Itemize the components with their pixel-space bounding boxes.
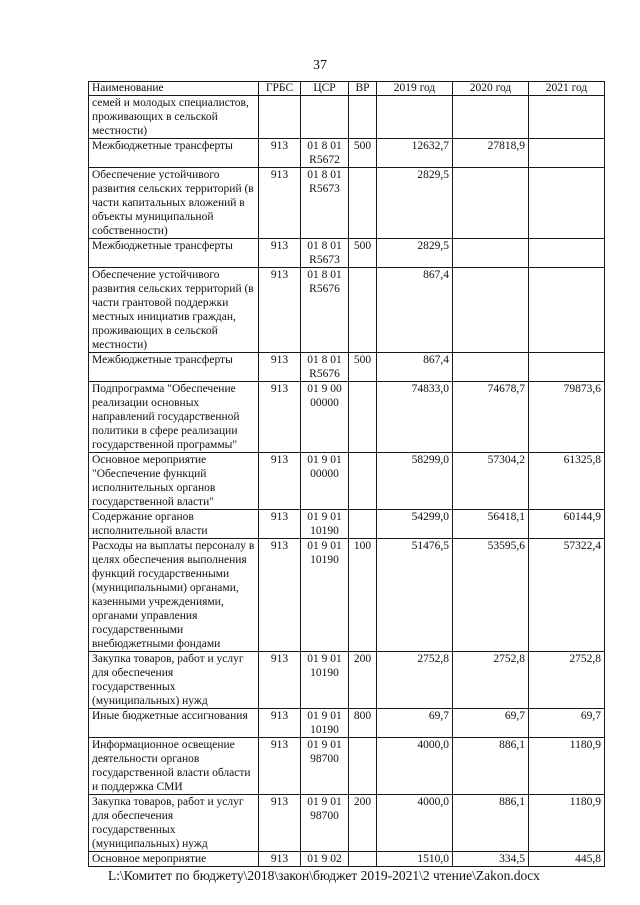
cell-y2020: 2752,8 [453,652,529,709]
cell-y2020 [453,268,529,353]
cell-y2019: 867,4 [377,353,453,382]
cell-y2021 [529,268,605,353]
header-2020: 2020 год [453,82,529,96]
cell-vr [349,268,377,353]
cell-y2020: 74678,7 [453,382,529,453]
cell-y2021 [529,168,605,239]
cell-grbs: 913 [259,353,301,382]
cell-name: Межбюджетные трансферты [89,239,259,268]
cell-y2021: 2752,8 [529,652,605,709]
cell-y2021 [529,239,605,268]
cell-csr: 01 9 01 10190 [301,709,349,738]
header-vr: ВР [349,82,377,96]
table-row [89,96,605,139]
cell-y2019: 69,7 [377,709,453,738]
cell-y2020: 53595,6 [453,539,529,652]
cell-name: Межбюджетные трансферты [89,353,259,382]
cell-y2020 [453,96,529,139]
table-row [89,382,605,453]
cell-grbs: 913 [259,852,301,867]
cell-grbs: 913 [259,382,301,453]
cell-grbs: 913 [259,268,301,353]
cell-name: Содержание органов исполнительной власти [89,510,259,539]
cell-y2021: 79873,6 [529,382,605,453]
table-row [89,652,605,709]
footer-file-path: L:\Комитет по бюджету\2018\закон\бюджет 2019-2021\2 чтение\Zakon.docx [108,868,540,883]
table-row [89,453,605,510]
cell-y2019: 867,4 [377,268,453,353]
cell-vr: 500 [349,139,377,168]
cell-y2020: 69,7 [453,709,529,738]
cell-y2021 [529,353,605,382]
cell-y2019: 74833,0 [377,382,453,453]
cell-y2019: 2829,5 [377,239,453,268]
cell-vr [349,453,377,510]
table-row [89,709,605,738]
cell-y2019: 4000,0 [377,738,453,795]
cell-name: Закупка товаров, работ и услуг для обеспечения государственных (муниципальных) нужд [89,795,259,852]
cell-y2020: 886,1 [453,795,529,852]
cell-vr [349,510,377,539]
cell-vr: 500 [349,353,377,382]
cell-vr: 500 [349,239,377,268]
cell-csr: 01 8 01 R5676 [301,268,349,353]
cell-vr: 100 [349,539,377,652]
header-2019: 2019 год [377,82,453,96]
table-row [89,353,605,382]
cell-y2019: 1510,0 [377,852,453,867]
cell-y2020: 56418,1 [453,510,529,539]
cell-y2021: 69,7 [529,709,605,738]
cell-csr: 01 9 01 98700 [301,795,349,852]
cell-grbs: 913 [259,239,301,268]
header-2021: 2021 год [529,82,605,96]
cell-name: Основное мероприятие [89,852,259,867]
cell-y2021: 445,8 [529,852,605,867]
cell-csr: 01 9 00 00000 [301,382,349,453]
cell-name: Межбюджетные трансферты [89,139,259,168]
cell-name: Иные бюджетные ассигнования [89,709,259,738]
cell-csr: 01 9 01 10190 [301,539,349,652]
table-body [89,96,605,867]
table-header-row [89,82,605,96]
cell-vr: 800 [349,709,377,738]
cell-grbs: 913 [259,539,301,652]
cell-name: Закупка товаров, работ и услуг для обеспечения государственных (муниципальных) нужд [89,652,259,709]
cell-y2020: 334,5 [453,852,529,867]
cell-vr [349,738,377,795]
table-row [89,168,605,239]
cell-vr: 200 [349,652,377,709]
table-row [89,795,605,852]
table-row [89,268,605,353]
header-csr: ЦСР [301,82,349,96]
cell-grbs: 913 [259,709,301,738]
cell-y2019: 2829,5 [377,168,453,239]
cell-grbs: 913 [259,738,301,795]
cell-grbs: 913 [259,453,301,510]
cell-y2020: 886,1 [453,738,529,795]
cell-y2020: 57304,2 [453,453,529,510]
cell-y2020 [453,239,529,268]
table-row [89,139,605,168]
cell-vr [349,96,377,139]
cell-y2019: 12632,7 [377,139,453,168]
table-row [89,738,605,795]
cell-y2021: 57322,4 [529,539,605,652]
cell-vr [349,382,377,453]
cell-csr: 01 8 01 R5673 [301,168,349,239]
cell-grbs: 913 [259,168,301,239]
cell-grbs: 913 [259,139,301,168]
cell-y2021: 60144,9 [529,510,605,539]
page-number: 37 [313,58,327,73]
cell-y2019: 2752,8 [377,652,453,709]
cell-csr: 01 8 01 R5673 [301,239,349,268]
table-row [89,539,605,652]
cell-csr: 01 8 01 R5676 [301,353,349,382]
cell-grbs: 913 [259,510,301,539]
cell-name: Основное мероприятие "Обеспечение функций исполнительных органов государственной власти" [89,453,259,510]
cell-y2021: 61325,8 [529,453,605,510]
cell-y2019 [377,96,453,139]
cell-y2020 [453,168,529,239]
cell-name: Обеспечение устойчивого развития сельских территорий (в части грантовой поддержки местных инициатив граждан, проживающих в сельской местности) [89,268,259,353]
cell-y2020: 27818,9 [453,139,529,168]
cell-grbs: 913 [259,652,301,709]
cell-csr: 01 9 01 00000 [301,453,349,510]
cell-csr: 01 8 01 R5672 [301,139,349,168]
cell-vr [349,168,377,239]
header-grbs: ГРБС [259,82,301,96]
header-name: Наименование [89,82,259,96]
cell-csr: 01 9 01 10190 [301,652,349,709]
budget-table [88,81,605,867]
table-row [89,239,605,268]
cell-csr: 01 9 02 [301,852,349,867]
cell-grbs: 913 [259,795,301,852]
cell-y2019: 4000,0 [377,795,453,852]
cell-csr: 01 9 01 10190 [301,510,349,539]
table-row [89,852,605,867]
cell-grbs [259,96,301,139]
cell-name: семей и молодых специалистов, проживающих в сельской местности) [89,96,259,139]
cell-y2019: 51476,5 [377,539,453,652]
cell-csr [301,96,349,139]
cell-y2021: 1180,9 [529,738,605,795]
cell-name: Информационное освещение деятельности органов государственной власти области и поддержка СМИ [89,738,259,795]
cell-y2019: 54299,0 [377,510,453,539]
table-row [89,510,605,539]
cell-y2021 [529,96,605,139]
cell-y2021: 1180,9 [529,795,605,852]
cell-y2021 [529,139,605,168]
cell-name: Подпрограмма "Обеспечение реализации основных направлений государственной политики в сфере реализации государственной программы" [89,382,259,453]
cell-name: Обеспечение устойчивого развития сельских территорий (в части капитальных вложений в объекты муниципальной собственности) [89,168,259,239]
cell-csr: 01 9 01 98700 [301,738,349,795]
cell-vr: 200 [349,795,377,852]
cell-name: Расходы на выплаты персоналу в целях обеспечения выполнения функций государственными (муниципальными) органами, казенными учреждениями, органами управления государственными внебюджетными фондами [89,539,259,652]
cell-y2019: 58299,0 [377,453,453,510]
cell-y2020 [453,353,529,382]
cell-vr [349,852,377,867]
